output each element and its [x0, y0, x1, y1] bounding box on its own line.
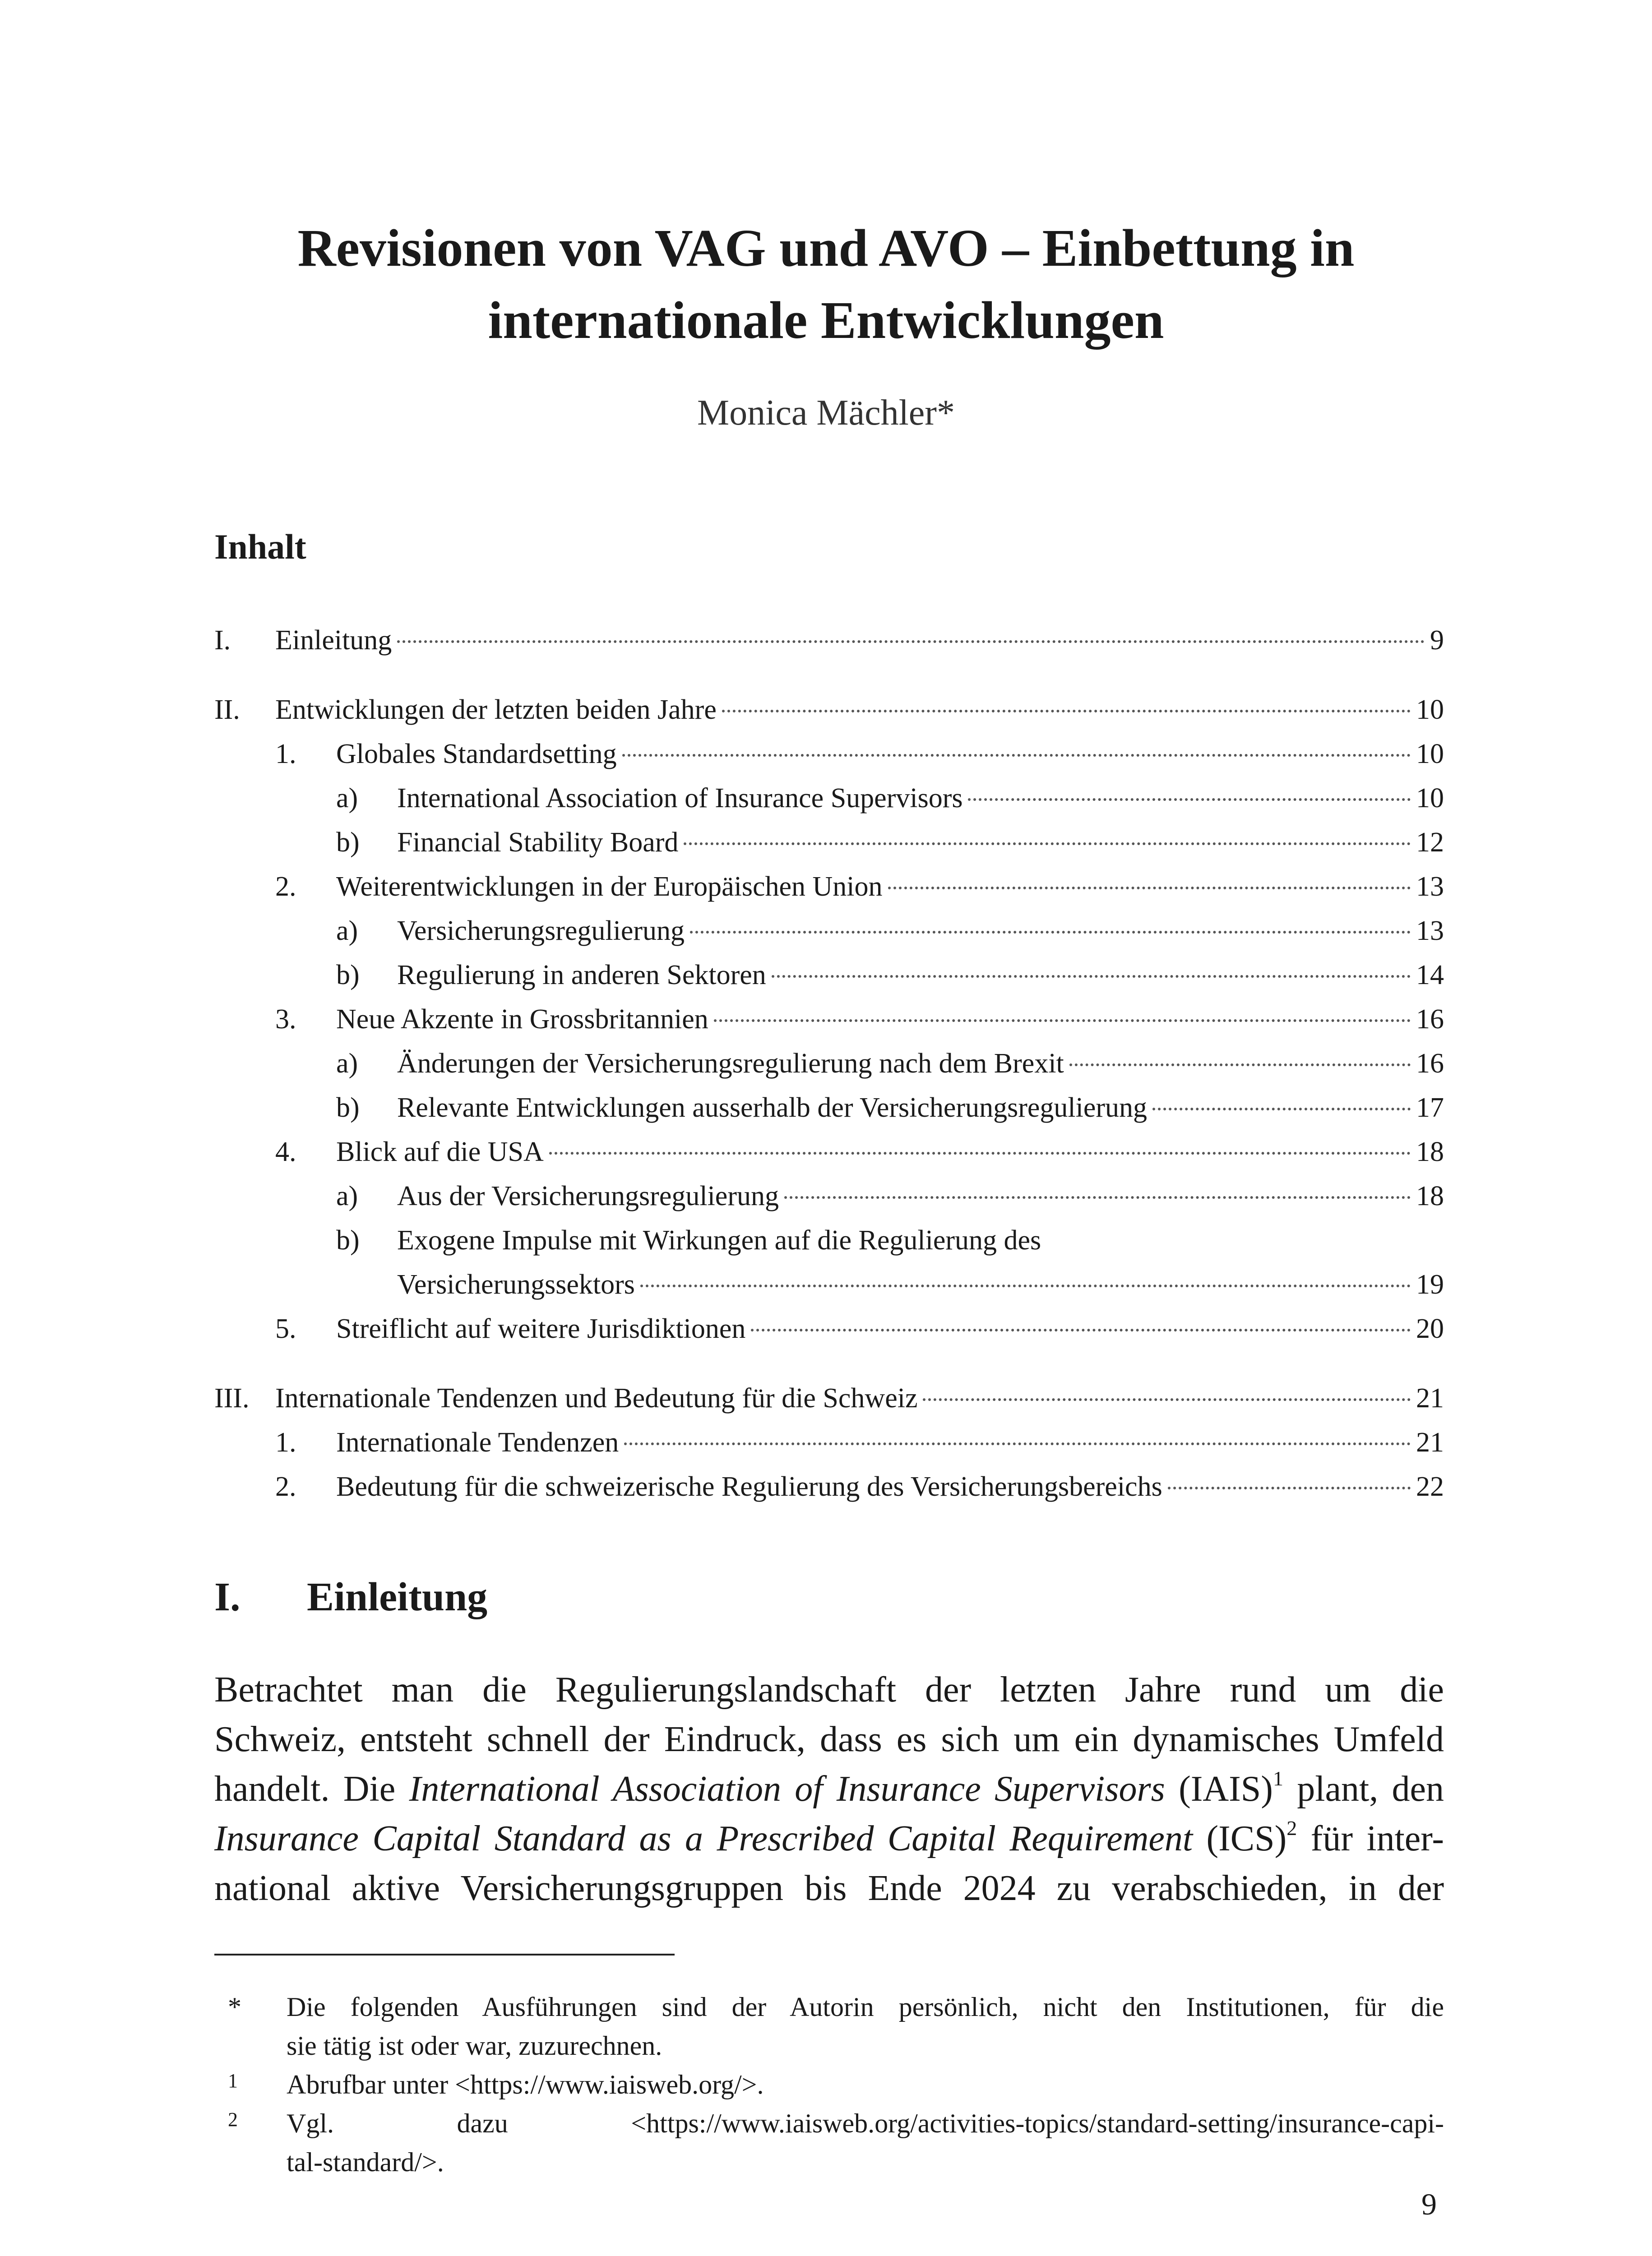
toc-leader-dots — [968, 798, 1411, 801]
body-text-span: (IAIS) — [1165, 1769, 1273, 1809]
toc-entry[interactable] — [214, 820, 1444, 864]
footnotes — [214, 1988, 1444, 2182]
toc-entry-title: Globales Standardsetting — [336, 732, 620, 776]
toc-entry-number: a) — [336, 915, 358, 946]
toc-entry-page: 16 — [1413, 997, 1444, 1041]
toc-entry[interactable] — [214, 1086, 1444, 1130]
toc-entry-number: II. — [214, 694, 240, 725]
toc-entry-number: b) — [336, 1225, 360, 1256]
toc-entry-number: 1. — [275, 1427, 296, 1458]
footnote — [214, 1988, 1444, 2065]
toc-entry-page: 21 — [1413, 1376, 1444, 1420]
footnote-line[interactable]: tal-standard/>. — [287, 2147, 444, 2177]
toc-entry-line — [397, 1086, 1444, 1130]
page-number: 9 — [1421, 2187, 1437, 2221]
footnote-line[interactable]: Abrufbar unter <https://www.iaisweb.org/>. — [287, 2070, 764, 2099]
toc-leader-dots — [397, 640, 1425, 643]
toc-entry-page: 18 — [1413, 1174, 1444, 1218]
toc-entry-line — [336, 1420, 1444, 1465]
toc-entry-page: 16 — [1413, 1041, 1444, 1086]
toc-leader-dots — [751, 1329, 1411, 1331]
toc-leader-dots — [714, 1019, 1411, 1022]
toc-entry[interactable] — [214, 1420, 1444, 1465]
toc-entry-line — [275, 618, 1444, 662]
toc-entry[interactable] — [214, 1174, 1444, 1218]
toc-entry-title: Relevante Entwicklungen ausserhalb der Versicherungsregulierung — [397, 1086, 1150, 1130]
toc-entry[interactable] — [214, 1041, 1444, 1086]
body-line: Betrachtet man die Regulierungslandschaft der letzten Jahre rund um die — [214, 1670, 1444, 1710]
footnote-mark: 2 — [228, 2108, 238, 2131]
toc-leader-dots — [1069, 1063, 1411, 1066]
toc-entry-line — [397, 909, 1444, 953]
footnote-line: Die folgenden Ausführungen sind der Autorin persönlich, nicht den Institutionen, für die — [287, 1992, 1444, 2022]
toc-entry-title: Weiterentwicklungen in der Europäischen Union — [336, 864, 885, 909]
toc-entry-number: 3. — [275, 1004, 296, 1035]
footnote-separator — [214, 1954, 675, 1956]
toc-entry-line — [275, 1376, 1444, 1420]
body-line: national aktive Versicherungsgruppen bis Ende 2024 zu verabschieden, in der — [214, 1868, 1444, 1908]
toc-entry[interactable] — [214, 776, 1444, 820]
toc-entry-number: 4. — [275, 1137, 296, 1167]
toc-entry[interactable] — [214, 1465, 1444, 1509]
toc-entry-title: Internationale Tendenzen und Bedeutung für die Schweiz — [275, 1376, 920, 1420]
section-heading — [214, 1570, 487, 1624]
toc-entry-title: Aus der Versicherungsregulierung — [397, 1174, 782, 1218]
body-italic-span: Insurance Capital Standard as a Prescribed Capital Requirement — [214, 1819, 1193, 1858]
toc-entry-line — [397, 1262, 1444, 1307]
toc-entry[interactable] — [214, 688, 1444, 732]
toc-entry[interactable] — [214, 864, 1444, 909]
toc-entry-number: b) — [336, 1092, 360, 1123]
toc-entry-line — [397, 776, 1444, 820]
toc-entry-number: I. — [214, 625, 231, 656]
toc-leader-dots — [1168, 1487, 1411, 1489]
author-name: Monica Mächler* — [697, 393, 955, 433]
toc-entry-page: 10 — [1413, 688, 1444, 732]
toc-entry-number: a) — [336, 1181, 358, 1211]
body-line: Schweiz, entsteht schnell der Eindruck, dass es sich um ein dynamisches Umfeld — [214, 1720, 1444, 1759]
toc-entry-title: Einleitung — [275, 618, 394, 662]
body-text-span: handelt. Die — [214, 1769, 409, 1809]
toc-entry-page: 13 — [1413, 864, 1444, 909]
toc-heading: Inhalt — [214, 527, 306, 566]
toc-entry-line — [336, 864, 1444, 909]
toc-entry[interactable] — [214, 953, 1444, 997]
toc-entry[interactable] — [214, 997, 1444, 1041]
toc-entry[interactable] — [214, 1218, 1444, 1262]
footnote-mark: 1 — [228, 2070, 238, 2092]
toc-leader-dots — [622, 754, 1411, 757]
toc-entry-title: Bedeutung für die schweizerische Regulierung des Versicherungsbereichs — [336, 1465, 1165, 1509]
toc-leader-dots — [684, 842, 1411, 845]
toc-leader-dots — [923, 1398, 1411, 1401]
toc-entry-line — [336, 1307, 1444, 1351]
toc-entry-title: Entwicklungen der letzten beiden Jahre — [275, 688, 719, 732]
footnote-reference[interactable]: 2 — [1286, 1817, 1297, 1840]
toc-entry-title: Internationale Tendenzen — [336, 1420, 621, 1465]
toc-entry-page: 20 — [1413, 1307, 1444, 1351]
toc-leader-dots — [640, 1285, 1411, 1287]
body-paragraph — [214, 1665, 1444, 1913]
section-number: I. — [214, 1575, 241, 1619]
toc-entry[interactable] — [214, 1307, 1444, 1351]
toc-entry[interactable] — [214, 909, 1444, 953]
toc-entry-page: 22 — [1413, 1465, 1444, 1509]
toc-entry-title: Versicherungsregulierung — [397, 909, 687, 953]
toc-entry-line — [275, 688, 1444, 732]
toc-entry-title: Neue Akzente in Grossbritannien — [336, 997, 711, 1041]
toc-leader-dots — [690, 931, 1411, 934]
title-line-1: Revisionen von VAG und AVO – Einbettung in — [297, 218, 1355, 277]
toc-entry-title: Exogene Impulse mit Wirkungen auf die Regulierung des — [397, 1225, 1041, 1256]
toc-entry-line — [397, 953, 1444, 997]
footnote-line[interactable]: Vgl. dazu <https://www.iaisweb.org/activities-topics/standard-setting/insurance-capi- — [287, 2108, 1444, 2138]
body-text-span: für inter- — [1297, 1819, 1444, 1858]
toc-entry-page: 9 — [1427, 618, 1444, 662]
toc-entry-title: Streiflicht auf weitere Jurisdiktionen — [336, 1307, 748, 1351]
toc-entry-title: Financial Stability Board — [397, 820, 681, 864]
toc-entry-number: b) — [336, 827, 360, 858]
toc-leader-dots — [888, 887, 1411, 889]
toc-entry-line — [397, 1174, 1444, 1218]
toc-entry-number: 1. — [275, 739, 296, 769]
toc-entry-number: 5. — [275, 1313, 296, 1344]
toc-entry-line — [336, 997, 1444, 1041]
toc-entry-number: a) — [336, 1048, 358, 1079]
footnote-mark: * — [228, 1992, 241, 2022]
article-title — [0, 212, 1652, 356]
toc-entry-title-continued: Versicherungssektors — [397, 1262, 638, 1307]
toc-entry-title: Änderungen der Versicherungsregulierung nach dem Brexit — [397, 1041, 1067, 1086]
toc-entry-number: III. — [214, 1383, 250, 1414]
section-title: Einleitung — [307, 1575, 488, 1619]
toc-entry-line — [336, 1130, 1444, 1174]
body-italic-span: International Association of Insurance Supervisors — [409, 1769, 1165, 1809]
footnote — [214, 2065, 1444, 2104]
toc-entry-line — [336, 1465, 1444, 1509]
toc-leader-dots — [772, 975, 1411, 978]
toc-entry-number: 2. — [275, 1471, 296, 1502]
toc-leader-dots — [722, 710, 1411, 712]
toc-entry-number: a) — [336, 783, 358, 814]
toc-entry-page: 10 — [1413, 732, 1444, 776]
toc-entry-number: b) — [336, 960, 360, 990]
toc-entry-page: 14 — [1413, 953, 1444, 997]
body-text-span: plant, den — [1283, 1769, 1444, 1809]
body-line — [214, 1764, 1444, 1814]
toc-entry-page: 18 — [1413, 1130, 1444, 1174]
toc-entry-line — [397, 820, 1444, 864]
title-line-2: internationale Entwicklungen — [488, 291, 1164, 350]
toc-entry-page: 12 — [1413, 820, 1444, 864]
toc-entry-page: 21 — [1413, 1420, 1444, 1465]
toc-entry-continuation[interactable] — [214, 1262, 1444, 1307]
footnote-reference[interactable]: 1 — [1273, 1767, 1283, 1790]
toc-leader-dots — [1152, 1108, 1411, 1110]
toc-entry-title: Blick auf die USA — [336, 1130, 546, 1174]
toc-entry-title: International Association of Insurance Supervisors — [397, 776, 965, 820]
toc-entry-page: 10 — [1413, 776, 1444, 820]
toc-leader-dots — [784, 1196, 1411, 1199]
toc-leader-dots — [549, 1152, 1411, 1155]
toc-entry-number: 2. — [275, 871, 296, 902]
toc-entry[interactable] — [214, 1130, 1444, 1174]
footnote-line: sie tätig ist oder war, zuzurechnen. — [287, 2031, 662, 2061]
footnote — [214, 2104, 1444, 2182]
toc-leader-dots — [624, 1442, 1411, 1445]
toc-entry-page: 17 — [1413, 1086, 1444, 1130]
toc-entry-line — [397, 1041, 1444, 1086]
toc-entry-page: 19 — [1413, 1262, 1444, 1307]
toc-entry-line — [336, 732, 1444, 776]
toc-entry[interactable] — [214, 1376, 1444, 1420]
toc-entry-title: Regulierung in anderen Sektoren — [397, 953, 769, 997]
body-line — [214, 1814, 1444, 1863]
toc-entry[interactable] — [214, 732, 1444, 776]
body-text-span: (ICS) — [1193, 1819, 1287, 1858]
toc-entry-page: 13 — [1413, 909, 1444, 953]
toc-entry[interactable] — [214, 618, 1444, 662]
